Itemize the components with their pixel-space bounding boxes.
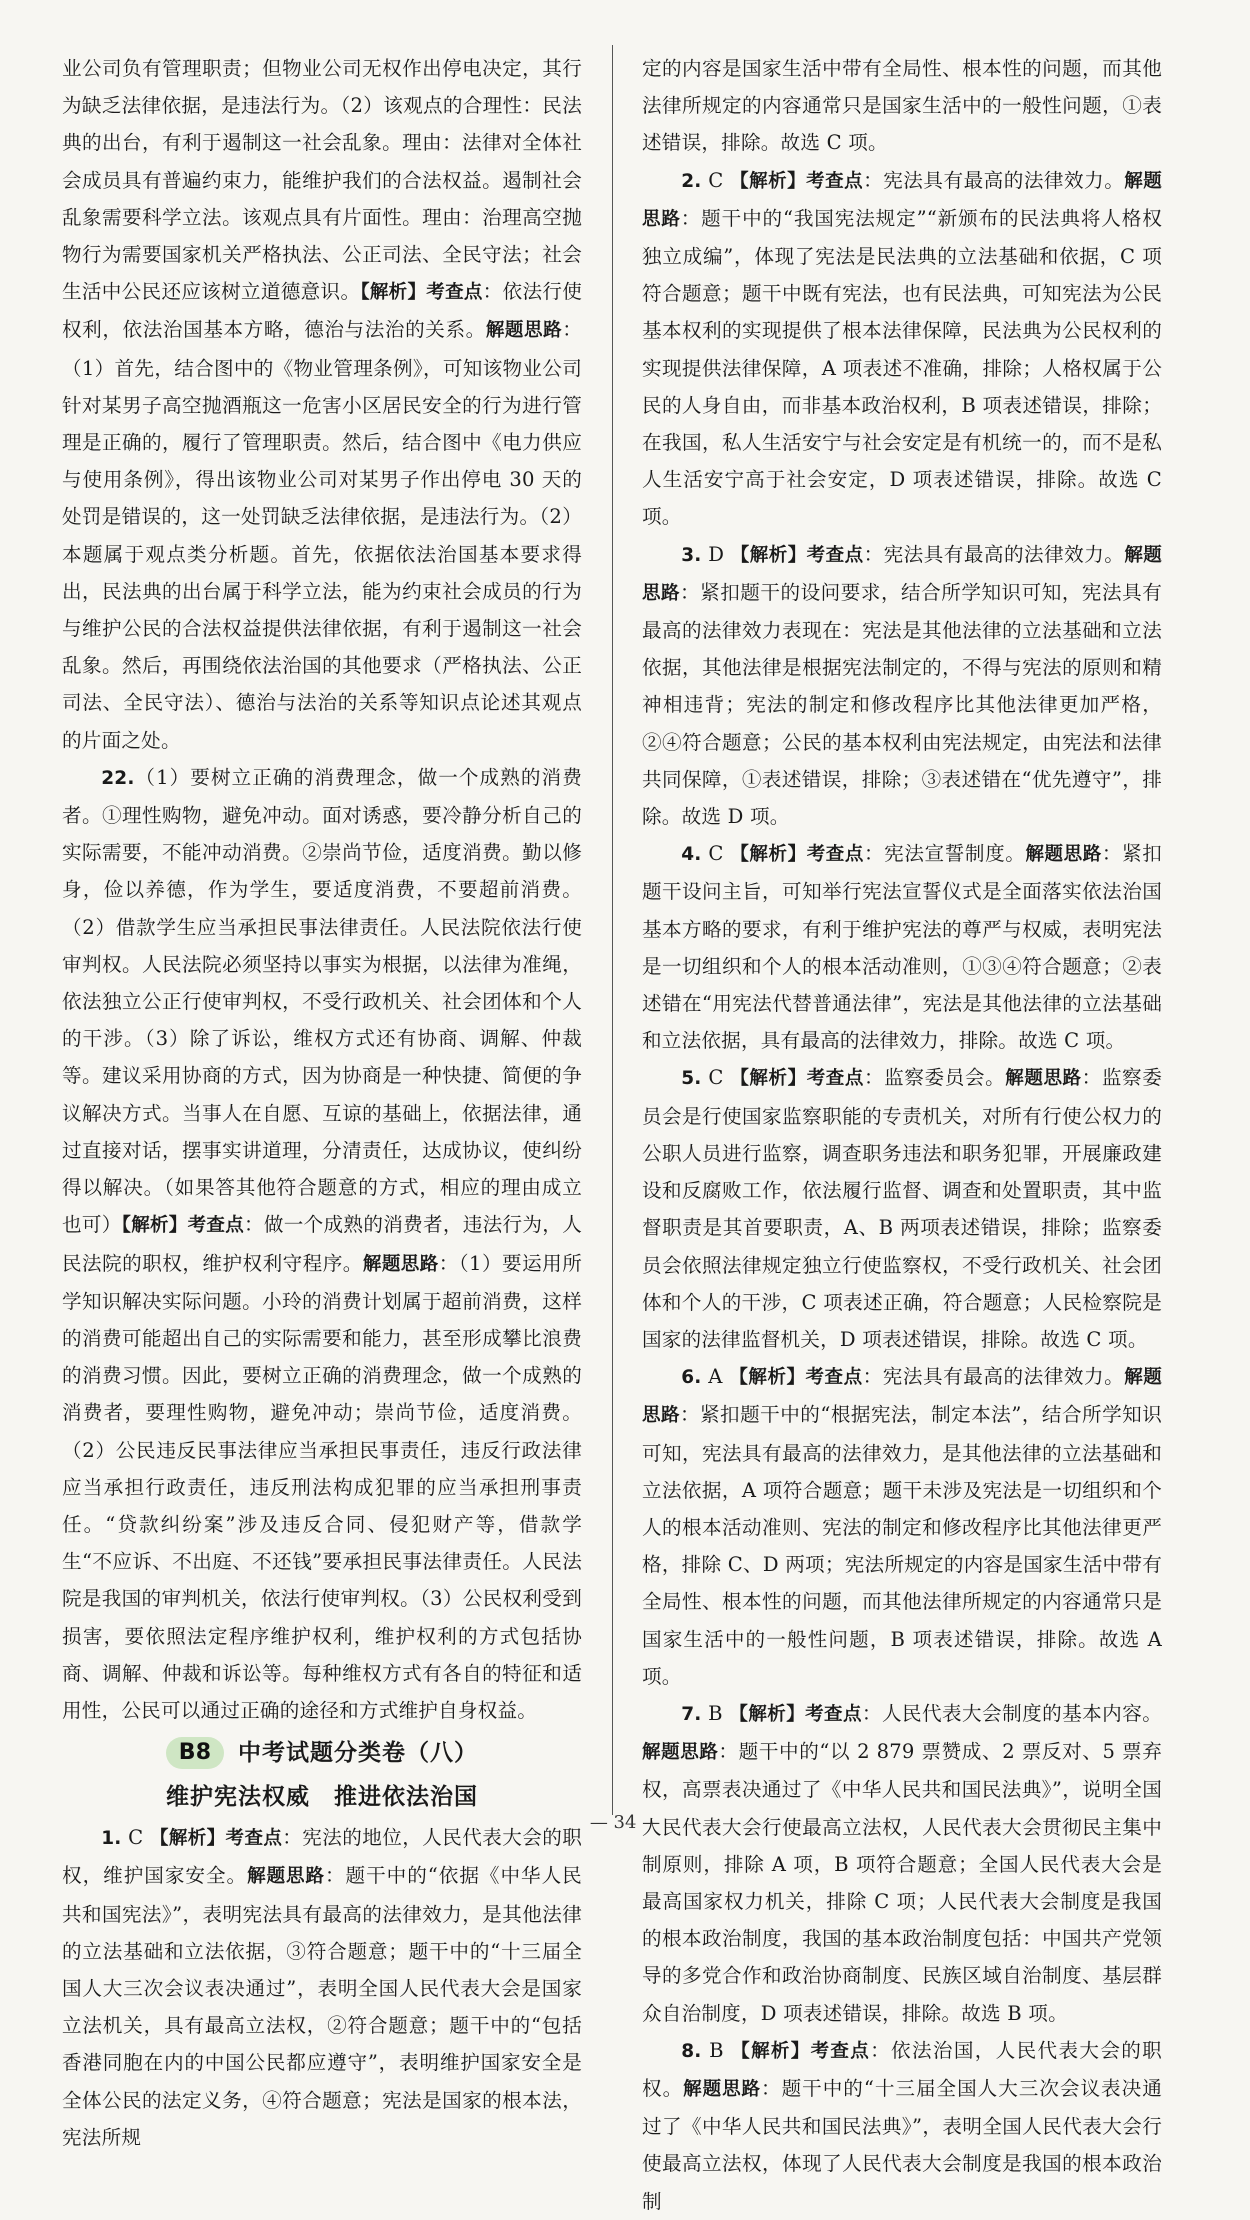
right-column [642,50,1162,2220]
text-run: ：监察委员会是行使国家监察职能的专责机关，对所有行使公权力的公职人员进行监察，调查职务违法和职务犯罪，开展廉政建设和反腐败工作，依法履行监督、调查和处置职责，其中监督职责是其首要职责，A、B 两项表述错误，排除；监察委员会依照法律规定独立行使监察权，不受行政机关、社会团体和个人的干涉，C 项表述正确，符合题意；人民检察院是国家的法律监督机关，D 项表述错误，排除。故选 C 项。 [642,1066,1163,1351]
text-run: ：紧扣题干中的“根据宪法，制定本法”，结合所学知识可知，宪法具有最高的法律效力，是其他法律的立法基础和立法依据，A 项符合题意；题干未涉及宪法是一切组织和个人的根本活动准则、宪法的制定和修改程序比其他法律更严格，排除 C、D 两项；宪法所规定的内容是国家生活中带有全局性、根本性的问题，而其他法律所规定的内容通常只是国家生活中的一般性问题，B 项表述错误，排除。故选 A 项。 [642,1403,1162,1688]
paragraph [62,50,582,759]
text-run: ：（1）要运用所学知识解决实际问题。小玲的消费计划属于超前消费，这样的消费可能超出自己的实际需要和能力，甚至形成攀比浪费的消费习惯。因此，要树立正确的消费理念，做一个成熟的消费者，要理性购物，避免冲动；崇尚节俭，适度消费。（2）公民违反民事法律应当承担民事责任，违反行政法律应当承担行政责任，违反刑法构成犯罪的应当承担刑事责任。“贷款纠纷案”涉及违反合同、侵犯财产等，借款学生“不应诉、不出庭、不还钱”要承担民事法律责任。人民法院是我国的审判机关，依法行使审判权。（3）公民权利受到损害，要依照法定程序维护权利，维护权利的方式包括协商、调解、仲裁和诉讼等。每种维权方式有各自的特征和适用性，公民可以通过正确的途径和方式维护自身权益。 [62,1251,582,1722]
section-header [62,1733,582,1773]
bold-label: 5. [681,1068,702,1090]
left-column-after-section [62,1819,582,2156]
text-run: ：宪法具有最高的法律效力。 [863,542,1125,566]
text-run: ：紧扣题干的设问要求，结合所学知识可知，宪法具有最高的法律效力表现在：宪法是其他法律的立法基础和立法依据，其他法律是根据宪法制定的，不得与宪法的原则和精神相违背；宪法的制定和修改程序比其他法律更加严格，②④符合题意；公民的基本权利由宪法规定，由宪法和法律共同保障，①表述错误，排除；③表述错在“优先遵守”，排除。故选 D 项。 [642,580,1162,829]
bold-label: 解题思路 [1005,1068,1082,1090]
bold-label: 解题思路 [683,2078,762,2100]
text-run: A [701,1365,730,1389]
bold-label: 解题思路 [485,320,563,342]
bold-label: 8. [681,2040,702,2062]
bold-label: 7. [681,1703,702,1725]
text-run: ：宪法的地位，人民代表大会的职权，维护国家安全。 [62,1826,582,1888]
text-run: C [121,1826,150,1850]
page-number: — 34 — [589,1812,661,1833]
text-run: ：人民代表大会制度的基本内容。 [861,1701,1163,1725]
bold-label: 【解析】考查点 [360,282,483,304]
paragraph [642,835,1162,1059]
paragraph [642,1059,1162,1358]
paragraph [642,1695,1162,2032]
text-run: ：宪法宣誓制度。 [863,842,1026,866]
text-run: C [701,168,731,192]
bold-label: 【解析】考查点 [730,170,864,192]
bold-label: 【解析】考查点 [121,1215,244,1237]
paragraph [642,536,1162,836]
left-column-text [62,50,582,1729]
bold-label: 【解析】考查点 [730,544,864,566]
bold-label: 解题思路 [642,1367,1162,1427]
bold-label: 【解析】考查点 [730,844,864,866]
bold-label: 【解析】考查点 [731,2040,871,2062]
bold-label: 解题思路 [247,1866,325,1888]
text-run: ：做一个成熟的消费者，违法行为，人民法院的职权，维护权利守程序。 [62,1213,582,1275]
bold-label: 22. [101,767,135,789]
bold-label: 解题思路 [1025,844,1102,866]
text-run: ：题干中的“我国宪法规定”“新颁布的民法典将人格权独立成编”，体现了宪法是民法典的立法基础和依据，C 项符合题意；题干中既有宪法，也有民法典，可知宪法为公民基本权利的实现提供了根本法律保障，民法典为公民权利的实现提供法律保障，A 项表述不准确，排除；人格权属于公民的人身自由，而非基本政治权利，B 项表述错误，排除；在我国，私人生活安宁与社会安定是有机统一的，而不是私人生活安宁高于社会安定，D 项表述错误，排除。故选 C 项。 [642,206,1162,529]
text-run: B [701,2038,732,2062]
text-run: ：题干中的“十三届全国人大三次会议表决通过了《中华人民共和国民法典》”，表明全国人民代表大会行使最高立法权，体现了人民代表大会制度是我国的根本政治制 [642,2076,1162,2213]
text-run: ：紧扣题干设问主旨，可知举行宪法宣誓仪式是全面落实依法治国基本方略的要求，有利于维护宪法的尊严与权威，表明宪法是一切组织和个人的根本活动准则，①③④符合题意；②表述错在“用宪法代替普通法律”，宪法是其他法律的立法基础和立法依据，具有最高的法律效力，排除。故选 C 项。 [642,842,1163,1053]
bold-label: 3. [681,544,702,566]
bold-label: 解题思路 [642,170,1162,230]
text-run: D [701,542,731,566]
text-run: （1）要树立正确的消费理念，做一个成熟的消费者。①理性购物，避免冲动。面对诱惑，要冷静分析自己的实际需要，不能冲动消费。②崇尚节俭，适度消费。勤以修身，俭以养德，作为学生，要适度消费，不要超前消费。（2）借款学生应当承担民事法律责任。人民法院依法行使审判权。人民法院必须坚持以事实为根据，以法律为准绳，依法独立公正行使审判权，不受行政机关、社会团体和个人的干涉。（3）除了诉讼，维权方式还有协商、调解、仲裁等。建议采用协商的方式，因为协商是一种快捷、简便的争议解决方式。当事人在自愿、互谅的基础上，依据法律，通过直接对话，摆事实讲道理，分清责任，达成协议，使纠纷得以解决。（如果答其他符合题意的方式，相应的理由成立也可） [62,765,582,1237]
section-title: 中考试题分类卷（八） [238,1739,478,1766]
text-run: 定的内容是国家生活中带有全局性、根本性的问题，而其他法律所规定的内容通常只是国家生活中的一般性问题，①表述错误，排除。故选 C 项。 [642,57,1162,155]
paragraph [642,50,1162,162]
section-badge: B8 [166,1737,224,1769]
text-run: B [701,1701,730,1725]
text-run: ：题干中的“依据《中华人民共和国宪法》”，表明宪法具有最高的法律效力，是其他法律的立法基础和立法依据，③符合题意；题干中的“十三届全国人大三次会议表决通过”，表明全国人民代表大会是国家立法机关，具有最高立法权，②符合题意；题干中的“包括香港同胞在内的中国公民都应遵守”，表明维护国家安全是全体公民的法定义务，④符合题意；宪法是国家的根本法，宪法所规 [62,1864,582,2149]
paragraph [642,1358,1162,1695]
section-subtitle: 维护宪法权威 推进依法治国 [166,1784,478,1811]
text-run: ：监察委员会。 [863,1066,1006,1090]
text-run: ：宪法具有最高的法律效力。 [863,168,1125,192]
left-column [62,50,582,2156]
column-divider [612,45,613,1815]
paragraph [642,2032,1162,2220]
paragraph [62,1819,582,2156]
bold-label: 解题思路 [362,1253,439,1275]
text-run: ：题干中的“以 2 879 票赞成、2 票反对、5 票弃权，高票表决通过了《中华人民共和国民法典》”，说明全国人民代表大会行使最高立法权，人民代表大会贯彻民主集中制原则，排除 A 项，B 项符合题意；全国人民代表大会是最高国家权力机关，排除 C 项；人民代表大会制度是我国的根本政治制度，我国的基本政治制度包括：中国共产党领导的多党合作和政治协商制度、民族区域自治制度、基层群众自治制度，D 项表述错误，排除。故选 B 项。 [642,1740,1162,2025]
bold-label: 1. [101,1828,122,1850]
text-run: C [701,1066,731,1090]
bold-label: 6. [681,1367,702,1389]
bold-label: 【解析】考查点 [149,1828,283,1850]
bold-label: 【解析】考查点 [730,1068,864,1090]
text-run: 业公司负有管理职责；但物业公司无权作出停电决定，其行为缺乏法律依据，是违法行为。（2）该观点的合理性：民法典的出台，有利于遏制这一社会乱象。理由：法律对全体社会成员具有普遍约束力，能维护我们的合法权益。遏制社会乱象需要科学立法。该观点具有片面性。理由：治理高空抛物行为需要国家机关严格执法、公正司法、全民守法；社会生活中公民还应该树立道德意识。 [62,57,582,304]
right-column-text [642,50,1162,2220]
bold-label: 解题思路 [642,1742,719,1764]
text-run: ：依法治国，人民代表大会的职权。 [642,2038,1162,2100]
text-run: ：（1）首先，结合图中的《物业管理条例》，可知该物业公司针对某男子高空抛酒瓶这一危害小区居民安全的行为进行管理是正确的，履行了管理职责。然后，结合图中《电力供应与使用条例》，得出该物业公司对某男子作出停电 30 天的处罚是错误的，这一处罚缺乏法律依据，是违法行为。（2）本题属于观点类分析题。首先，依据依法治国基本要求得出，民法典的出台属于科学立法，能为约束社会成员的行为与维护公民的合法权益提供法律依据，有利于遏制这一社会乱象。然后，再围绕依法治国的其他要求（严格执法、公正司法、全民守法）、德治与法治的关系等知识点论述其观点的片面之处。 [62,318,582,752]
text-run: ：宪法具有最高的法律效力。 [862,1365,1125,1389]
bold-label: 【解析】考查点 [729,1703,862,1725]
text-run: C [701,842,731,866]
paragraph [642,162,1162,536]
bold-label: 解题思路 [642,544,1162,604]
paragraph [62,759,582,1729]
text-run: ：依法行使权利，依法治国基本方略，德治与法治的关系。 [62,280,583,342]
bold-label: 4. [681,844,702,866]
bold-label: 2. [681,170,702,192]
bold-label: 【解析】考查点 [729,1367,863,1389]
